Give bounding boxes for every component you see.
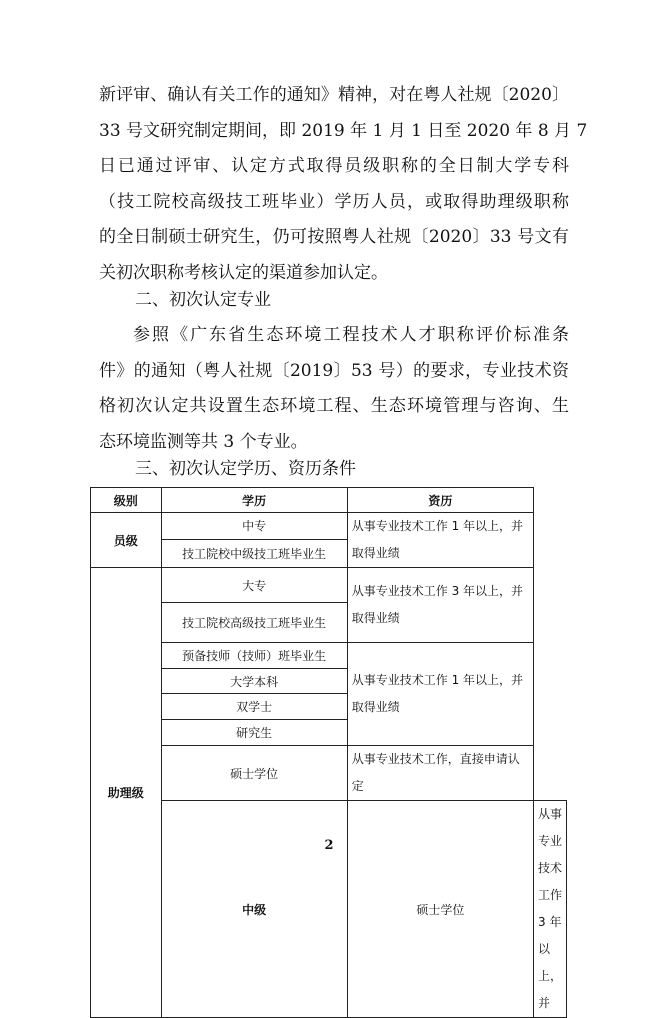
table-row <box>91 746 567 801</box>
text-line: 格初次认定共设置生态环境工程、生态环境管理与咨询、生 <box>99 396 569 416</box>
level-cell: 助理级 <box>91 568 162 1018</box>
education-cell: 硕士学位 <box>161 746 347 801</box>
education-cell: 双学士 <box>161 694 347 720</box>
text-line: 33 号文研究制定期间，即 2019 年 1 月 1 日至 2020 年 8 月 7 <box>99 120 588 141</box>
table-row <box>91 801 567 1018</box>
level-cell: 员级 <box>91 513 162 568</box>
education-cell: 中专 <box>161 513 347 540</box>
qualification-line: 从事专业技术工作 3 年以上，并 <box>538 807 563 1010</box>
qualification-cell <box>347 746 533 801</box>
qualification-cell <box>347 568 533 643</box>
education-cell: 硕士学位 <box>347 801 533 1018</box>
qualification-cell <box>534 801 567 1018</box>
text-line: 关初次职称考核认定的渠道参加认定。 <box>99 262 388 283</box>
qualification-line: 定 <box>351 779 364 793</box>
qualification-line: 取得业绩 <box>351 700 400 714</box>
text-line: 参照《广东省生态环境工程技术人才职称评价标准条 <box>133 325 569 345</box>
qualification-line: 从事专业技术工作 3 年以上，并 <box>351 584 524 598</box>
education-cell: 大学本科 <box>161 669 347 694</box>
education-cell: 技工院校高级技工班毕业生 <box>161 603 347 643</box>
table-row <box>91 513 567 540</box>
qualification-cell <box>347 643 533 746</box>
text-line: （技工院校高级技工班毕业）学历人员，或取得助理级职称 <box>99 191 569 212</box>
level-cell: 中级 <box>161 801 347 1018</box>
page-number: 2 <box>324 838 334 853</box>
qualification-line: 从事专业技术工作 1 年以上，并 <box>351 673 524 687</box>
qualification-line: 取得业绩 <box>351 546 400 560</box>
table-row <box>91 643 567 669</box>
paragraph-notice-spirit <box>99 78 588 291</box>
paragraph-specialties <box>99 318 569 460</box>
section-heading-requirements: 三、初次认定学历、资历条件 <box>135 459 356 479</box>
table-row <box>91 568 567 603</box>
education-cell: 预备技师（技师）班毕业生 <box>161 643 347 669</box>
qualification-line: 取得业绩 <box>351 611 400 625</box>
education-cell: 技工院校中级技工班毕业生 <box>161 539 347 567</box>
header-education: 学历 <box>161 488 347 513</box>
text-line: 态环境监测等共 3 个专业。 <box>99 431 308 452</box>
text-line: 的全日制硕士研究生，仍可按照粤人社规〔2020〕33 号文有 <box>99 227 569 247</box>
text-line: 新评审、确认有关工作的通知》精神，对在粤人社规〔2020〕 <box>99 85 569 105</box>
education-cell: 大专 <box>161 568 347 603</box>
text-line: 日已通过评审、认定方式取得员级职称的全日制大学专科 <box>99 156 569 176</box>
qualification-line: 从事专业技术工作，直接申请认 <box>351 752 520 766</box>
text-line: 件》的通知（粤人社规〔2019〕53 号）的要求，专业技术资 <box>99 360 569 381</box>
section-heading-specialties: 二、初次认定专业 <box>135 290 271 310</box>
qualification-cell <box>347 513 533 568</box>
requirements-table <box>90 487 567 1018</box>
header-level: 级别 <box>91 488 162 513</box>
header-qualification: 资历 <box>347 488 533 513</box>
table-header-row <box>91 488 567 513</box>
education-cell: 研究生 <box>161 720 347 746</box>
qualification-line: 从事专业技术工作 1 年以上，并 <box>351 519 524 533</box>
